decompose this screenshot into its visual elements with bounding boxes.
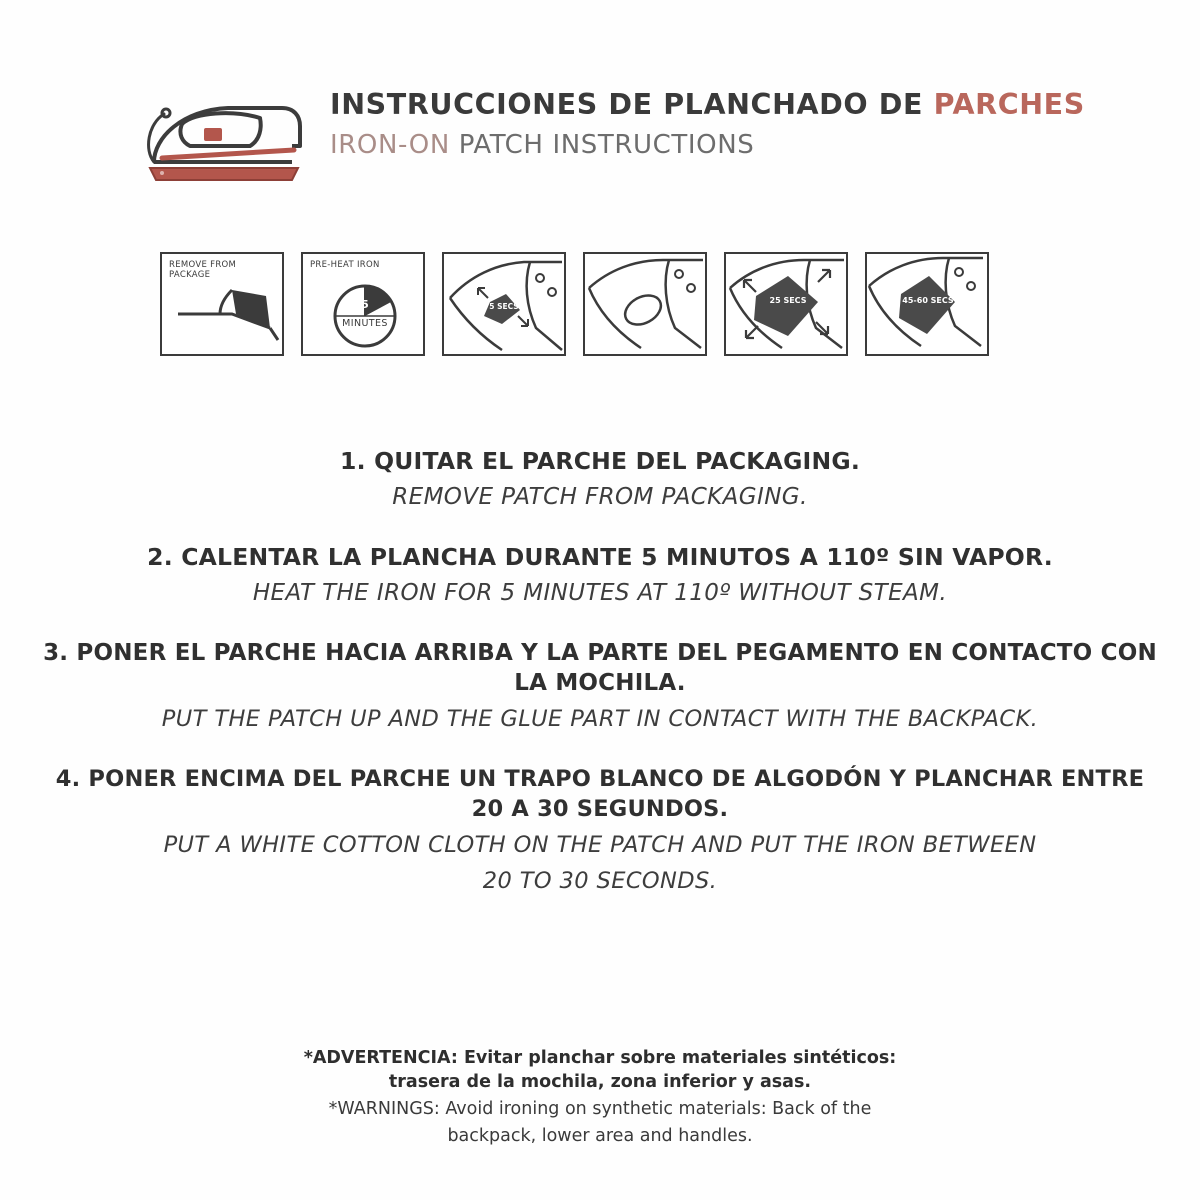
instruction-step-2 — [30, 542, 1170, 608]
step-2-text-en: HEAT THE IRON FOR 5 MINUTES AT 110º WITHOUT STEAM. — [252, 580, 948, 606]
pictogram-preheat-iron — [301, 252, 425, 356]
step-3-text-es: 3. PONER EL PARCHE HACIA ARRIBA Y LA PARTE DEL PEGAMENTO EN CONTACTO CON LA MOCHILA. — [43, 640, 1157, 696]
title-block — [330, 88, 1090, 160]
patch-timer-label: 45-60 SECS — [902, 296, 954, 305]
pictogram-iron-patch — [724, 252, 848, 356]
warnings-block — [0, 1046, 1200, 1148]
step-1-text-en: REMOVE PATCH FROM PACKAGING. — [392, 484, 808, 510]
warning-en-line-1: *WARNINGS: Avoid ironing on synthetic materials: Back of the — [328, 1099, 872, 1119]
step-3-text-en: PUT THE PATCH UP AND THE GLUE PART IN CONTACT WITH THE BACKPACK. — [161, 706, 1039, 732]
step-4-text-en-line2: 20 TO 30 SECONDS. — [482, 868, 718, 894]
patch-timer-label: 5 SECS — [489, 302, 519, 311]
instruction-step-3 — [30, 638, 1170, 734]
pictogram-place-patch — [442, 252, 566, 356]
preheat-dial-unit: MINUTES — [342, 318, 388, 329]
page-title-es-main: INSTRUCCIONES DE PLANCHADO DE — [330, 88, 934, 121]
pictogram-strip — [160, 252, 1045, 360]
page-title-es — [330, 88, 1090, 121]
header — [0, 72, 1200, 192]
warning-es-line-1: *ADVERTENCIA: Evitar planchar sobre materiales sintéticos: — [303, 1048, 897, 1068]
pictogram-label: REMOVE FROM PACKAGE — [169, 260, 237, 280]
clothes-iron-icon — [142, 84, 312, 194]
instruction-step-4 — [30, 764, 1170, 896]
step-1-text-es: 1. QUITAR EL PARCHE DEL PACKAGING. — [340, 447, 860, 475]
instruction-steps — [30, 432, 1170, 926]
step-4-text-es-line1: 4. PONER ENCIMA DEL PARCHE UN TRAPO BLANCO DE ALGODÓN Y PLANCHAR ENTRE — [55, 766, 1145, 792]
warning-es-line-2: trasera de la mochila, zona inferior y asas. — [388, 1072, 812, 1092]
patch-timer-label: 25 SECS — [769, 296, 807, 305]
instruction-step-1 — [30, 446, 1170, 512]
step-4-text-es-line2: 20 A 30 SEGUNDOS. — [471, 796, 729, 822]
step-2-text-es: 2. CALENTAR LA PLANCHA DURANTE 5 MINUTOS A 110º SIN VAPOR. — [147, 543, 1053, 571]
page-title-en-main: PATCH INSTRUCTIONS — [458, 130, 755, 160]
step-4-text-en-line1: PUT A WHITE COTTON CLOTH ON THE PATCH AND PUT THE IRON BETWEEN — [163, 832, 1037, 858]
page-title-en-accent: IRON-ON — [330, 130, 459, 160]
pictogram-label: PRE-HEAT IRON — [310, 260, 380, 270]
pictogram-remove-from-package — [160, 252, 284, 356]
page-title-es-accent: PARCHES — [933, 88, 1085, 121]
pictogram-cover-with-cloth — [583, 252, 707, 356]
page-title-en — [330, 130, 1090, 160]
pictogram-cool-down — [865, 252, 989, 356]
preheat-dial-minutes: 5 — [361, 298, 369, 311]
warning-en-line-2: backpack, lower area and handles. — [447, 1126, 753, 1146]
